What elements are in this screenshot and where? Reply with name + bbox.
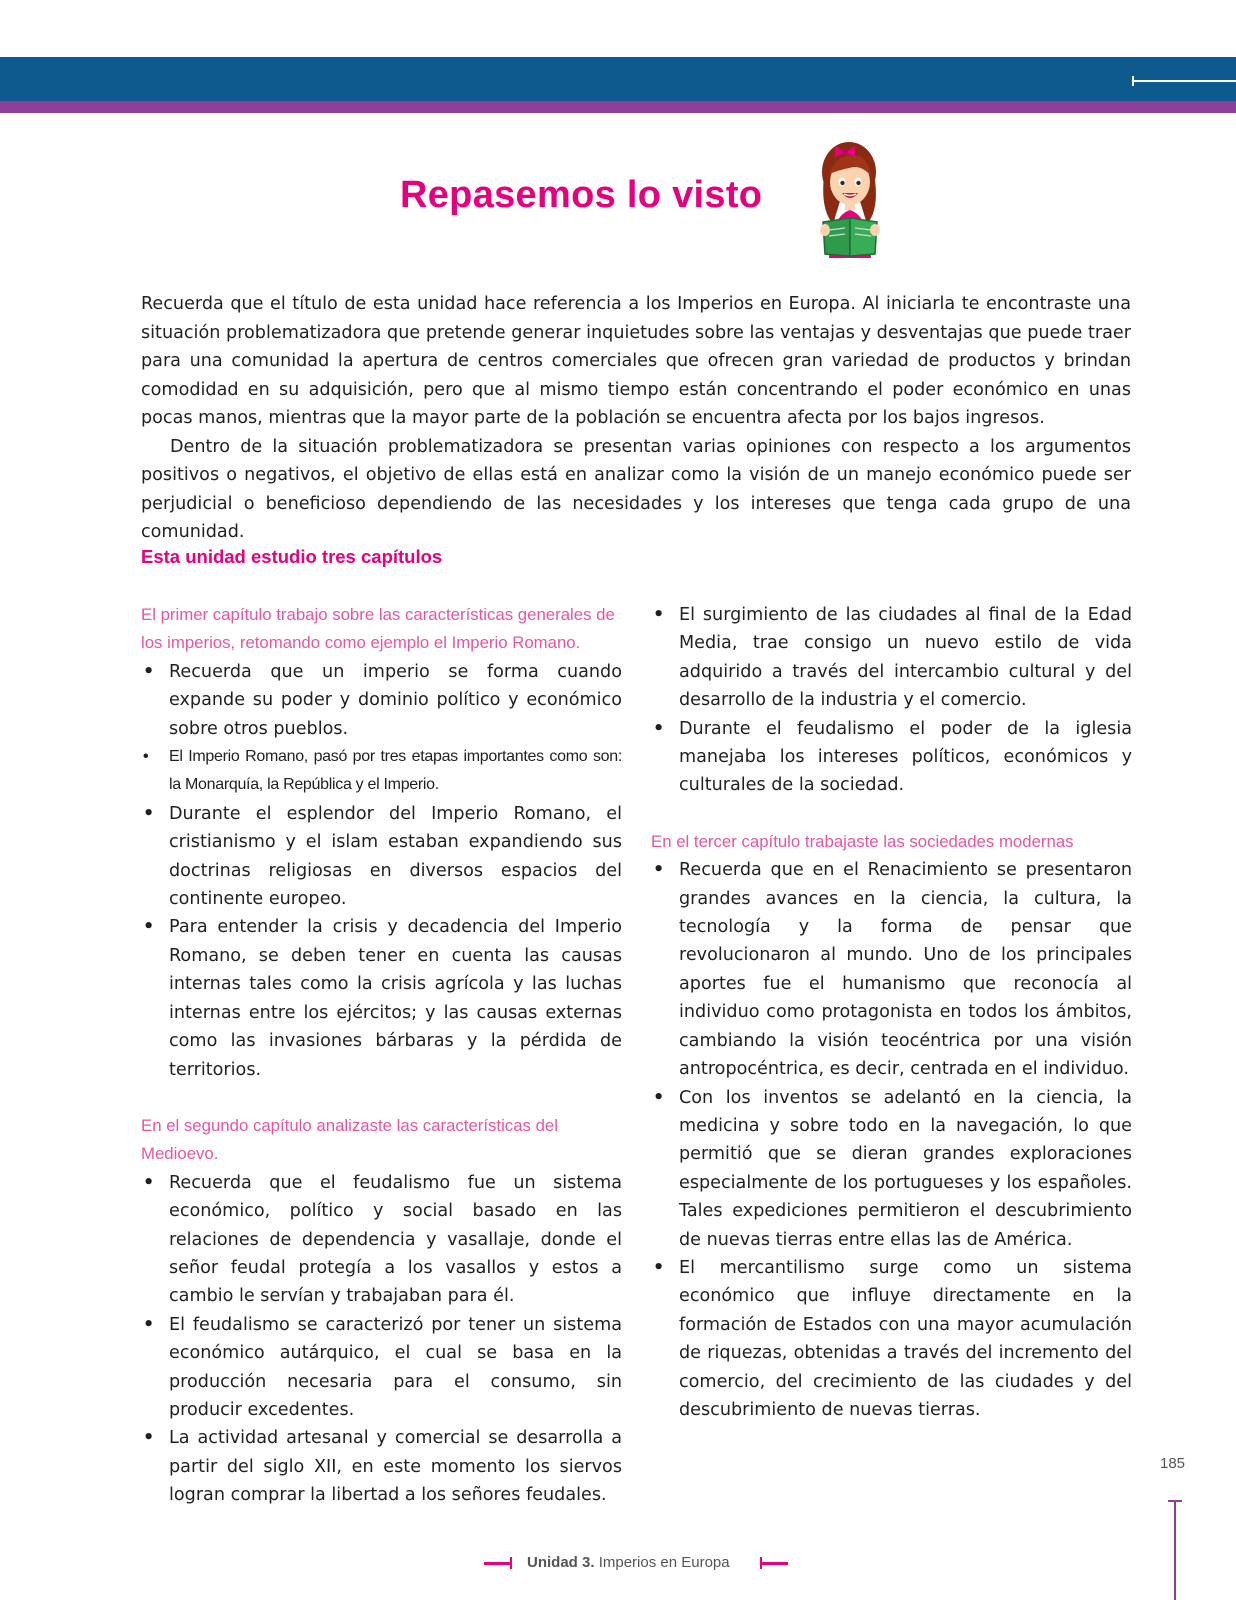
footer-marker-right [760, 1562, 788, 1565]
list-item: • Para entender la crisis y decadencia del Imperio Romano, se deben tener en cuenta las causas internas tales como la crisis agrícola y las luchas internas entre los ejércitos; y las causas externas como las invasiones bárbaras y la pérdida de territorios. [141, 913, 622, 1083]
list-item: • El mercantilismo surge como un sistema económico que influye directamente en la formación de Estados con una mayor acumulación de riquezas, obtenidas a través del incremento del comercio, del crecimiento de las ciudades y del descubrimiento de nuevas tierras. [651, 1254, 1132, 1424]
chapter3-list [651, 856, 1132, 1424]
list-item: • Durante el feudalismo el poder de la iglesia manejaba los intereses políticos, económicos y culturales de la sociedad. [651, 715, 1132, 800]
chapter1-list [141, 658, 622, 1084]
footer-unit: Unidad 3. [527, 1554, 595, 1571]
summary-heading: Esta unidad estudio tres capítulos [141, 546, 443, 567]
footer-marker-left [484, 1562, 512, 1565]
page-marker-line [1174, 1500, 1176, 1600]
page-number: 185 [1160, 1455, 1186, 1472]
footer-marker-left-tick [510, 1557, 512, 1569]
list-item: • Recuerda que un imperio se forma cuando expande su poder y dominio político y económico sobre otros pueblos. [141, 658, 622, 743]
chapter2-heading: En el segundo capítulo analizaste las características del Medioevo. [141, 1115, 558, 1164]
left-column [141, 601, 622, 1510]
intro-text [141, 290, 1131, 547]
footer-unit-label [527, 1554, 730, 1571]
list-item: • Recuerda que el feudalismo fue un sistema económico, político y social basado en las relaciones de dependencia y vasallaje, donde el señor feudal protegía a los vasallos y estos a cambio le servían y trabajaban para él. [141, 1169, 622, 1311]
chapter2-list-left [141, 1169, 622, 1510]
right-column [651, 601, 1132, 1424]
chapter2-list-right [651, 601, 1132, 800]
header-marker-line [1133, 80, 1236, 82]
list-item: • Recuerda que en el Renacimiento se presentaron grandes avances en la ciencia, la cultura, la tecnología y la forma de pensar que revolucionaron al mundo. Uno de los principales aportes fue el humanismo que reconocía al individuo como protagonista en todos los ámbitos, cambiando la visión teocéntrica por una visión antropocéntrica, es decir, centrada en el individuo. [651, 856, 1132, 1083]
list-item: • El surgimiento de las ciudades al final de la Edad Media, trae consigo un nuevo estilo de vida adquirido a través del intercambio cultural y del desarrollo de la industria y el comercio. [651, 601, 1132, 715]
header-marker-tick [1132, 76, 1134, 86]
page-title: Repasemos lo visto [400, 174, 763, 216]
header-blue-band [0, 57, 1236, 101]
list-item: • El Imperio Romano, pasó por tres etapas importantes como son: la Monarquía, la República y el Imperio. [141, 743, 622, 800]
list-item: • El feudalismo se caracterizó por tener un sistema económico autárquico, el cual se basa en la producción necesaria para el consumo, sin producir excedentes. [141, 1311, 622, 1425]
header-purple-band [0, 101, 1236, 113]
list-item: • Durante el esplendor del Imperio Romano, el cristianismo y el islam estaban expandiendo sus doctrinas religiosas en diversos espacios del continente europeo. [141, 800, 622, 914]
chapter3-heading: En el tercer capítulo trabajaste las sociedades modernas [651, 831, 1074, 851]
list-item: • Con los inventos se adelantó en la ciencia, la medicina y sobre todo en la navegación, lo que permitió que se dieran grandes exploraciones especialmente de los portugueses y los españoles. Tales expediciones permitieron el descubrimiento de nuevas tierras entre ellas las de América. [651, 1084, 1132, 1254]
intro-paragraph-2: Dentro de la situación problematizadora se presentan varias opiniones con respecto a los argumentos positivos o negativos, el objetivo de ellas está en analizar como la visión de un manejo económico puede ser perjudicial o beneficioso dependiendo de las necesidades y los intereses que tenga cada grupo de una comunidad. [141, 436, 1131, 542]
chapter1-heading: El primer capítulo trabajo sobre las características generales de los imperios, retomando como ejemplo el Imperio Romano. [141, 605, 615, 653]
footer-topic: Imperios en Europa [598, 1554, 730, 1571]
list-item: • La actividad artesanal y comercial se desarrolla a partir del siglo XII, en este momento los siervos logran comprar la libertad a los señores feudales. [141, 1424, 622, 1509]
intro-paragraph-1: Recuerda que el título de esta unidad hace referencia a los Imperios en Europa. Al iniciarla te encontraste una situación problematizadora que pretende generar inquietudes sobre las ventajas y desventajas que puede traer para una comunidad la apertura de centros comerciales que ofrecen gran variedad de productos y brindan comodidad en su adquisición, pero que al mismo tiempo están concentrando el poder económico en unas pocas manos, mientras que la mayor parte de la población se encuentra afecta por los bajos ingresos. [141, 294, 1131, 428]
girl-reading-book-icon [815, 138, 887, 263]
